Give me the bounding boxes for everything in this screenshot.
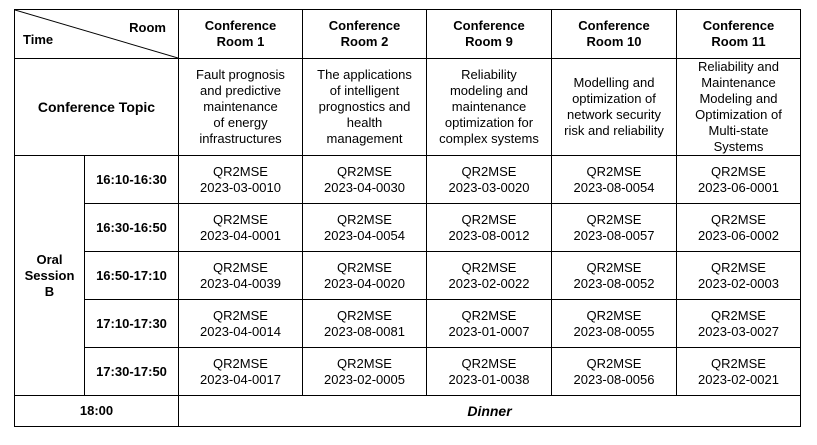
- paper-id: 2023-06-0001: [698, 179, 779, 195]
- paper-id: 2023-02-0003: [698, 275, 779, 291]
- room-header: Conference Room 11: [677, 10, 801, 59]
- time-slot: 17:10-17:30: [85, 300, 179, 348]
- paper-id: 2023-04-0017: [200, 371, 281, 387]
- conference-topic: Fault prognosis and predictive maintenance of energy infrastructures: [179, 59, 303, 156]
- time-slot: 16:30-16:50: [85, 204, 179, 252]
- paper-id: 2023-04-0020: [324, 275, 405, 291]
- paper-prefix: QR2MSE: [461, 259, 517, 275]
- paper-id: 2023-02-0022: [448, 275, 530, 291]
- paper-id: 2023-04-0001: [200, 227, 281, 243]
- paper-prefix: QR2MSE: [337, 259, 392, 275]
- time-axis-label: Time: [23, 32, 54, 47]
- paper-prefix: QR2MSE: [711, 211, 766, 227]
- paper-cell: [303, 204, 427, 252]
- topic-row: [15, 59, 801, 156]
- paper-cell: [427, 156, 552, 204]
- paper-cell: [427, 300, 552, 348]
- paper-id: 2023-01-0038: [448, 371, 530, 387]
- paper-prefix: QR2MSE: [461, 355, 517, 371]
- paper-id: 2023-03-0020: [448, 179, 530, 195]
- time-slot: 17:30-17:50: [85, 348, 179, 396]
- table-row: [15, 156, 801, 204]
- paper-prefix: QR2MSE: [213, 307, 268, 323]
- room-header: Conference Room 2: [303, 10, 427, 59]
- paper-id: 2023-08-0055: [573, 323, 655, 339]
- table-row: [15, 204, 801, 252]
- paper-id: 2023-01-0007: [448, 323, 530, 339]
- paper-cell: [427, 348, 552, 396]
- paper-prefix: QR2MSE: [337, 211, 392, 227]
- paper-cell: [179, 348, 303, 396]
- paper-prefix: QR2MSE: [461, 307, 517, 323]
- paper-cell: [179, 300, 303, 348]
- paper-prefix: QR2MSE: [711, 355, 766, 371]
- table-row: [15, 300, 801, 348]
- paper-cell: [179, 252, 303, 300]
- conference-topic-label: Conference Topic: [15, 59, 179, 156]
- paper-prefix: QR2MSE: [213, 355, 268, 371]
- paper-prefix: QR2MSE: [586, 355, 642, 371]
- paper-cell: [677, 300, 801, 348]
- paper-cell: [179, 156, 303, 204]
- conference-topic: Reliability modeling and maintenance optimization for complex systems: [427, 59, 552, 156]
- paper-id: 2023-08-0057: [573, 227, 655, 243]
- paper-id: 2023-04-0030: [324, 179, 405, 195]
- paper-cell: [552, 348, 677, 396]
- paper-id: 2023-04-0054: [324, 227, 405, 243]
- header-row: [15, 10, 801, 59]
- paper-prefix: QR2MSE: [461, 163, 517, 179]
- paper-cell: [179, 204, 303, 252]
- paper-cell: [303, 300, 427, 348]
- paper-prefix: QR2MSE: [461, 211, 517, 227]
- paper-cell: [303, 348, 427, 396]
- paper-cell: [552, 252, 677, 300]
- paper-id: 2023-08-0012: [448, 227, 530, 243]
- paper-id: 2023-02-0005: [324, 371, 405, 387]
- conference-topic: Reliability and Maintenance Modeling and Optimization of Multi-state Systems: [677, 59, 801, 156]
- paper-cell: [427, 252, 552, 300]
- paper-prefix: QR2MSE: [337, 163, 392, 179]
- paper-prefix: QR2MSE: [213, 163, 268, 179]
- paper-id: 2023-02-0021: [698, 371, 779, 387]
- paper-id: 2023-08-0052: [573, 275, 655, 291]
- dinner-label: Dinner: [179, 396, 801, 427]
- paper-cell: [677, 204, 801, 252]
- paper-prefix: QR2MSE: [213, 259, 268, 275]
- room-header: Conference Room 1: [179, 10, 303, 59]
- paper-id: 2023-08-0081: [324, 323, 405, 339]
- paper-prefix: QR2MSE: [213, 211, 268, 227]
- paper-id: 2023-08-0054: [573, 179, 655, 195]
- paper-cell: [427, 204, 552, 252]
- paper-id: 2023-04-0014: [200, 323, 281, 339]
- conference-topic: Modelling and optimization of network security risk and reliability: [552, 59, 677, 156]
- schedule-table: [14, 9, 801, 427]
- paper-id: 2023-04-0039: [200, 275, 281, 291]
- paper-prefix: QR2MSE: [586, 307, 642, 323]
- paper-prefix: QR2MSE: [586, 259, 642, 275]
- paper-prefix: QR2MSE: [711, 163, 766, 179]
- paper-cell: [677, 252, 801, 300]
- room-header: Conference Room 10: [552, 10, 677, 59]
- paper-prefix: QR2MSE: [586, 163, 642, 179]
- paper-id: 2023-03-0027: [698, 323, 779, 339]
- paper-id: 2023-06-0002: [698, 227, 779, 243]
- paper-cell: [552, 300, 677, 348]
- paper-cell: [303, 156, 427, 204]
- paper-cell: [303, 252, 427, 300]
- table-row: [15, 252, 801, 300]
- paper-cell: [677, 348, 801, 396]
- time-slot: 16:50-17:10: [85, 252, 179, 300]
- table-row: [15, 348, 801, 396]
- paper-id: 2023-03-0010: [200, 179, 281, 195]
- paper-prefix: QR2MSE: [586, 211, 642, 227]
- paper-id: 2023-08-0056: [573, 371, 655, 387]
- session-label: Oral Session B: [15, 156, 85, 396]
- dinner-row: [15, 396, 801, 427]
- time-slot: 16:10-16:30: [85, 156, 179, 204]
- time-room-corner: [15, 10, 179, 59]
- conference-topic: The applications of intelligent prognostics and health management: [303, 59, 427, 156]
- paper-prefix: QR2MSE: [337, 307, 392, 323]
- paper-cell: [552, 204, 677, 252]
- dinner-time: 18:00: [15, 396, 179, 427]
- room-axis-label: Room: [129, 20, 166, 35]
- paper-cell: [677, 156, 801, 204]
- paper-cell: [552, 156, 677, 204]
- paper-prefix: QR2MSE: [711, 259, 766, 275]
- room-header: Conference Room 9: [427, 10, 552, 59]
- paper-prefix: QR2MSE: [337, 355, 392, 371]
- paper-prefix: QR2MSE: [711, 307, 766, 323]
